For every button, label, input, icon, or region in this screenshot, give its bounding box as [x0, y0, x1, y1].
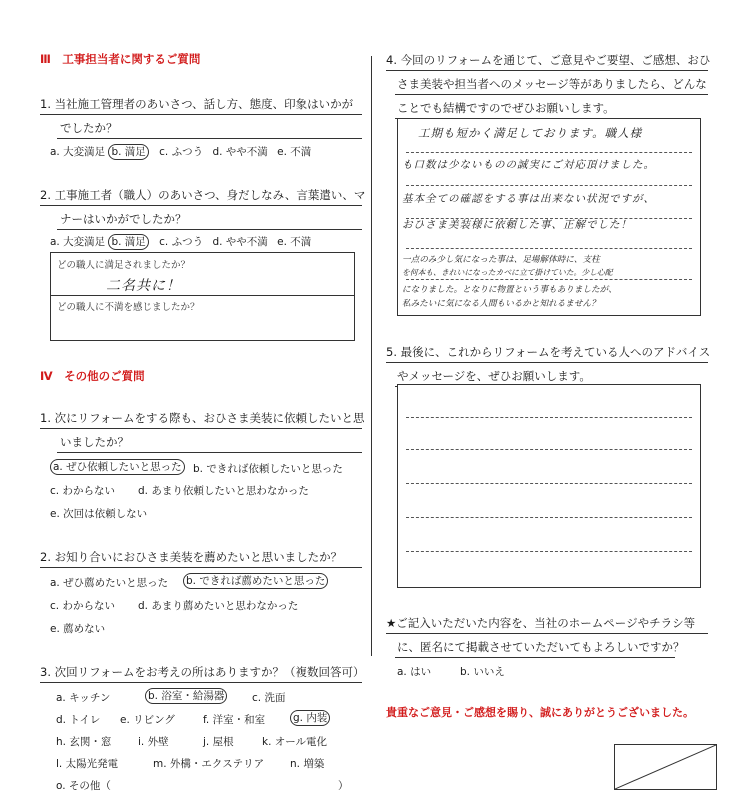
s4-q3-text: 3. 次回リフォームをお考えの所はありますか？（複数回答可） — [40, 665, 365, 679]
q5-text-line1: 5. 最後に、これからリフォームを考えている人へのアドバイス — [386, 345, 711, 359]
s4-q3-option-c[interactable]: c. 洗面 — [252, 692, 286, 704]
craftsman-box — [50, 252, 355, 341]
q4-hand-line-1: 工期も短かく満足しております。職人様 — [418, 126, 643, 140]
s4-q3-option-d[interactable]: d. トイレ — [56, 714, 101, 726]
s4-q2-option-d[interactable]: d. あまり薦めたいと思わなかった — [138, 600, 299, 612]
s3-q1-option-a[interactable]: a. 大変満足 — [50, 146, 106, 158]
s4-q3-option-l[interactable]: l. 太陽光発電 — [56, 758, 119, 770]
s4-q1-option-a-selected[interactable] — [50, 459, 186, 475]
s3-q2-text-line2: ナーはいかがでしたか？ — [60, 212, 187, 226]
s4-q2-option-b-selected[interactable] — [183, 573, 329, 589]
satisfied-label: どの職人に満足されましたか？ — [57, 260, 191, 271]
s4-q2-option-c[interactable]: c. わからない — [50, 600, 115, 612]
consent-text-line1: ★ご記入いただいた内容を、当社のホームページやチラシ等 — [386, 616, 696, 630]
section-4-title: Ⅳ その他のご質問 — [40, 369, 145, 383]
q4-hand-line-5: 一点のみ少し気になった事は、足場解体時に、支柱 — [402, 255, 600, 265]
consent-option-a[interactable]: a. はい — [397, 666, 432, 678]
q4-hand-line-6: を何本も、きれいになったカベに立て掛けていた。少し心配 — [402, 268, 613, 277]
s4-q3-option-e[interactable]: e. リビング — [120, 714, 175, 726]
office-use-box — [614, 744, 717, 790]
s3-q1-option-e[interactable]: e. 不満 — [277, 146, 312, 158]
s3-q1-text-line2: でしたか？ — [60, 121, 118, 135]
s3-q2-option-e[interactable]: e. 不満 — [277, 236, 312, 248]
s4-q1-option-e[interactable]: e. 次回は依頼しない — [50, 508, 148, 520]
s4-q1-option-d[interactable]: d. あまり依頼したいと思わなかった — [138, 485, 309, 497]
s3-q2-option-b-selected[interactable]: b. 満足 — [108, 234, 148, 250]
s4-q1-option-a-text: a. ぜひ依頼したいと思った — [50, 459, 185, 475]
q4-hand-line-3: 基本全ての確認をする事は出来ない状況ですが、 — [402, 193, 655, 205]
q5-comment-box[interactable] — [397, 384, 701, 588]
q4-hand-line-8: 私みたいに気になる人間もいるかと知れるません？ — [402, 299, 600, 309]
thanks-message: 貴重なご意見・ご感想を賜り、誠にありがとうございました。 — [386, 706, 694, 719]
consent-text-line2: に、匿名にて掲載させていただいてもよろしいですか？ — [397, 640, 685, 654]
section-3-title: Ⅲ 工事担当者に関するご質問 — [40, 52, 201, 66]
s4-q3-option-j[interactable]: j. 屋根 — [203, 736, 234, 748]
s3-q1-options — [50, 144, 311, 160]
s4-q3-option-m[interactable]: m. 外構・エクステリア — [153, 758, 265, 770]
s4-q1-option-c[interactable]: c. わからない — [50, 485, 115, 497]
s4-q3-option-o-close: ） — [338, 780, 349, 792]
unsatisfied-label: どの職人に不満を感じましたか？ — [57, 302, 200, 313]
s3-q1-option-d[interactable]: d. やや不満 — [212, 146, 268, 158]
s3-q2-option-c[interactable]: c. ふつう — [159, 236, 204, 248]
q4-text-line3: ことでも結構ですのでぜひお願いします。 — [397, 101, 615, 115]
s4-q3-option-k[interactable]: k. オール電化 — [262, 736, 328, 748]
s4-q3-option-f[interactable]: f. 洋室・和室 — [203, 714, 266, 726]
s4-q2-option-b-text: b. できれば薦めたいと思った — [183, 573, 328, 589]
s4-q1-text-line2: いましたか？ — [60, 435, 129, 449]
s4-q3-option-g-selected[interactable] — [290, 710, 331, 726]
q4-hand-line-7: になりました。となりに物置という事もありましたが、 — [402, 285, 617, 295]
s3-q2-option-d[interactable]: d. やや不満 — [212, 236, 268, 248]
s3-q2-text-line1: 2. 工事施工者（職人）のあいさつ、身だしなみ、言葉遣い、マ — [40, 188, 366, 202]
satisfied-answer[interactable]: 二名共に！ — [106, 278, 181, 294]
diagonal-line-icon — [615, 745, 716, 789]
s4-q3-option-b-selected[interactable] — [145, 688, 228, 704]
s4-q3-option-o[interactable]: o. その他（ — [56, 780, 111, 792]
s3-q2-options — [50, 234, 311, 250]
q4-text-line1: 4. 今回のリフォームを通じて、ご意見やご要望、ご感想、おひ — [386, 53, 711, 67]
s4-q3-option-h[interactable]: h. 玄関・窓 — [56, 736, 112, 748]
s4-q3-option-n[interactable]: n. 増築 — [290, 758, 325, 770]
consent-option-b[interactable]: b. いいえ — [460, 666, 505, 678]
s3-q1-text-line1: 1. 当社施工管理者のあいさつ、話し方、態度、印象はいかが — [40, 97, 354, 111]
q5-text-line2: やメッセージを、ぜひお願いします。 — [397, 369, 591, 383]
q4-comment-box[interactable] — [397, 118, 701, 316]
q4-text-line2: さま美装や担当者へのメッセージ等がありましたら、どんな — [397, 77, 707, 91]
s3-q1-option-b-selected[interactable]: b. 満足 — [108, 144, 148, 160]
s4-q2-text: 2. お知り合いにおひさま美装を薦めたいと思いましたか？ — [40, 550, 343, 564]
s4-q3-option-i[interactable]: i. 外壁 — [138, 736, 169, 748]
s3-q2-option-a[interactable]: a. 大変満足 — [50, 236, 106, 248]
s4-q2-option-e[interactable]: e. 薦めない — [50, 623, 106, 635]
s3-q1-option-c[interactable]: c. ふつう — [159, 146, 204, 158]
s4-q2-option-a[interactable]: a. ぜひ薦めたいと思った — [50, 577, 169, 589]
column-divider — [371, 56, 372, 656]
s4-q3-option-g-text: g. 内装 — [290, 710, 330, 726]
q4-hand-line-4: おひさま美装様に依頼した事、正解でした！ — [402, 219, 632, 231]
s4-q3-option-a[interactable]: a. キッチン — [56, 692, 111, 704]
s4-q1-option-b[interactable]: b. できれば依頼したいと思った — [193, 463, 343, 475]
q4-hand-line-2: も口数は少ないものの誠実にご対応頂けました。 — [402, 159, 655, 171]
s4-q1-text-line1: 1. 次にリフォームをする際も、おひさま美装に依頼したいと思 — [40, 411, 365, 425]
s4-q3-option-b-text: b. 浴室・給湯器 — [145, 688, 227, 704]
